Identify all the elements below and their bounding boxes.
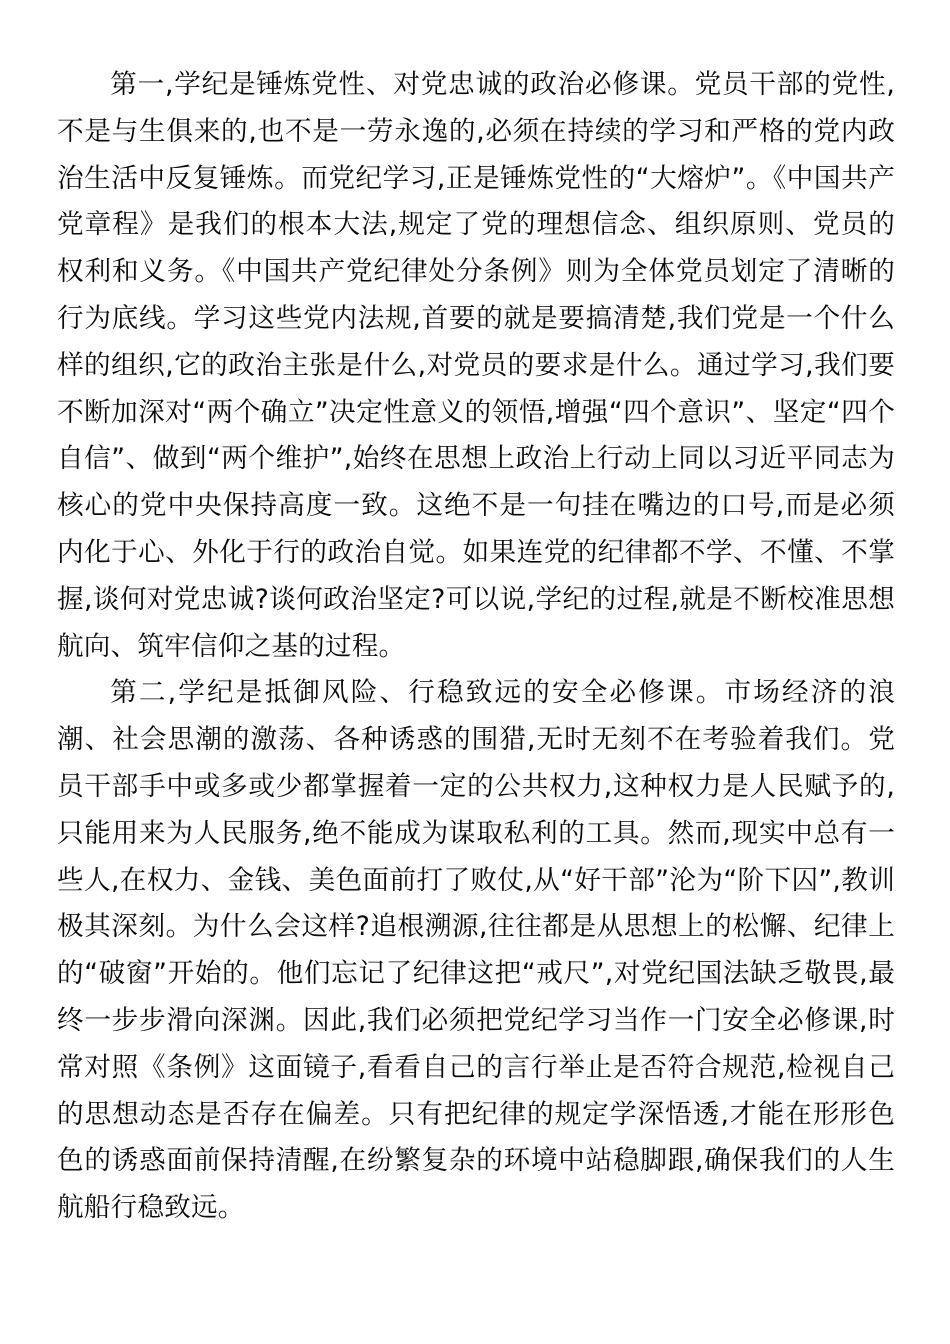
paragraph-1: 第一,学纪是锤炼党性、对党忠诚的政治必修课。党员干部的党性,不是与生俱来的,也不是一劳永逸的,必须在持续的学习和严格的党内政治生活中反复锤炼。而党纪学习,正是锤炼党性的“大熔炉”。《中国共产党章程》是我们的根本大法,规定了党的理想信念、组织原则、党员的权利和义务。《中国共产党纪律处分条例》则为全体党员划定了清晰的行为底线。学习这些党内法规,首要的就是要搞清楚,我们党是一个什么样的组织,它的政治主张是什么,对党员的要求是什么。通过学习,我们要不断加深对“两个确立”决定性意义的领悟,增强“四个意识”、坚定“四个自信”、做到“两个维护”,始终在思想上政治上行动上同以习近平同志为核心的党中央保持高度一致。这绝不是一句挂在嘴边的口号,而是必须内化于心、外化于行的政治自觉。如果连党的纪律都不学、不懂、不掌握,谈何对党忠诚?谈何政治坚定?可以说,学纪的过程,就是不断校准思想航向、筑牢信仰之基的过程。: [57, 69, 895, 662]
document-body: [57, 62, 895, 1232]
paragraph-2: 第二,学纪是抵御风险、行稳致远的安全必修课。市场经济的浪潮、社会思潮的激荡、各种诱惑的围猎,无时无刻不在考验着我们。党员干部手中或多或少都掌握着一定的公共权力,这种权力是人民赋予的,只能用来为人民服务,绝不能成为谋取私利的工具。然而,现实中总有一些人,在权力、金钱、美色面前打了败仗,从“好干部”沦为“阶下囚”,教训极其深刻。为什么会这样?追根溯源,往往都是从思想上的松懈、纪律上的“破窗”开始的。他们忘记了纪律这把“戒尺”,对党纪国法缺乏敬畏,最终一步步滑向深渊。因此,我们必须把党纪学习当作一门安全必修课,时常对照《条例》这面镜子,看看自己的言行举止是否符合规范,检视自己的思想动态是否存在偏差。只有把纪律的规定学深悟透,才能在形形色色的诱惑面前保持清醒,在纷繁复杂的环境中站稳脚跟,确保我们的人生航船行稳致远。: [57, 677, 895, 1224]
